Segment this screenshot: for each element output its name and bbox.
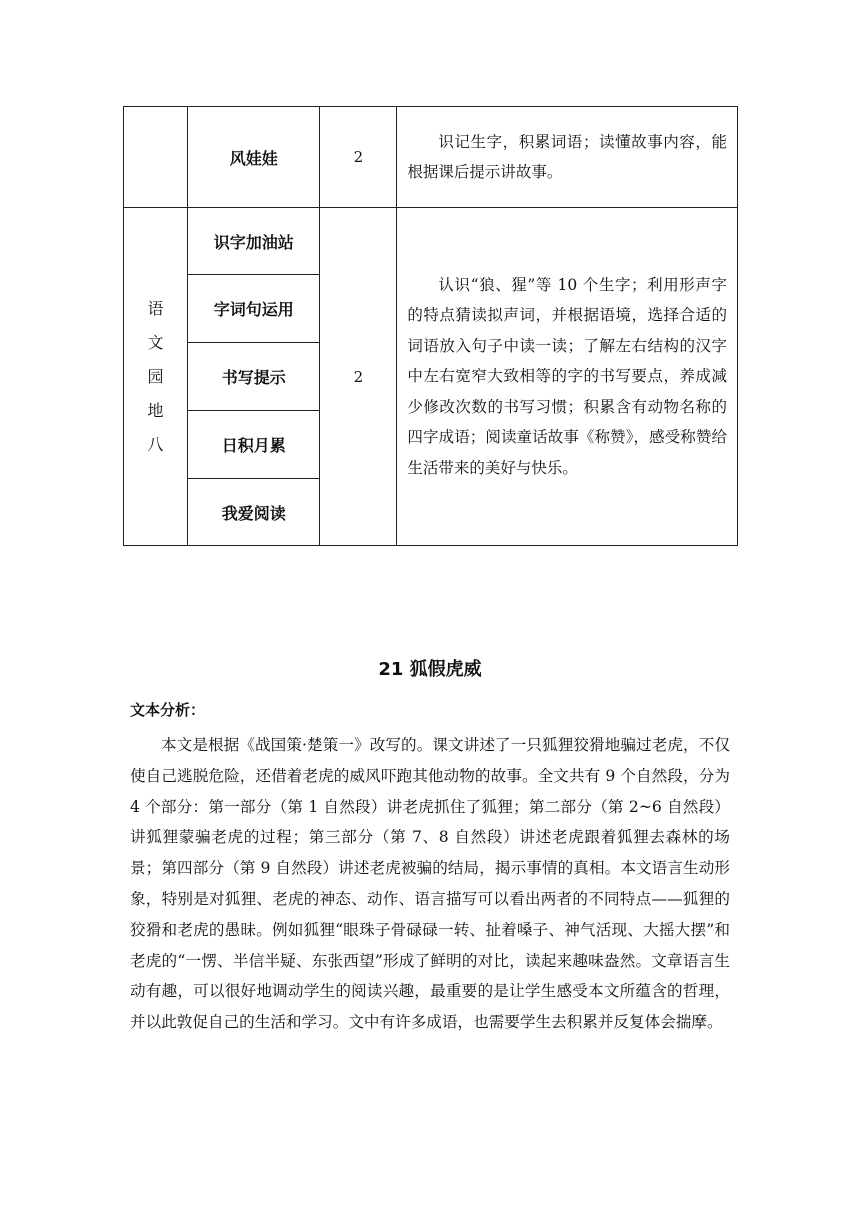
group-char: 园 [147, 366, 164, 386]
section-cell: 日积月累 [188, 411, 320, 479]
lesson-name-cell: 风娃娃 [188, 107, 320, 208]
goal-text: 认识“狼、猩”等 10 个生字；利用形声字的特点猜读拟声词，并根据语境，选择合适的词语放入句子中读一读；了解左右结构的汉字中左右宽窄大致相等的字的书写要点，养成减少修改次数的书写习惯；积累含有动物名称的四字成语；阅读童话故事《称赞》，感受称赞给生活带来的美好与快乐。 [407, 275, 727, 477]
group-cell-empty [124, 107, 188, 208]
goal-text: 识记生字，积累词语；读懂故事内容，能根据课后提示讲故事。 [407, 132, 727, 181]
section-cell: 我爱阅读 [188, 479, 320, 546]
table-row [124, 208, 738, 275]
hours-cell: 2 [320, 107, 397, 208]
group-char: 地 [147, 400, 164, 420]
group-char: 八 [147, 434, 164, 454]
goal-cell [397, 107, 738, 208]
group-char: 语 [147, 298, 164, 318]
section-cell: 书写提示 [188, 343, 320, 411]
section-cell: 字词句运用 [188, 275, 320, 343]
goal-cell [397, 208, 738, 546]
group-char: 文 [147, 332, 164, 352]
lesson-title: 21 狐假虎威 [378, 659, 482, 680]
analysis-label: 文本分析： [130, 701, 206, 719]
table-row [124, 107, 738, 208]
hours-cell: 2 [320, 208, 397, 546]
group-cell [124, 208, 188, 546]
section-cell: 识字加油站 [188, 208, 320, 275]
curriculum-table [123, 106, 738, 546]
analysis-paragraph: 本文是根据《战国策·楚策一》改写的。课文讲述了一只狐狸狡猾地骗过老虎，不仅使自己逃脱危险，还借着老虎的威风吓跑其他动物的故事。全文共有 9 个自然段，分为 4 个部分：第一部分（第 1 自然段）讲老虎抓住了狐狸；第二部分（第 2~6 自然段）讲狐狸蒙骗老虎的过程；第三部分（第 7、8 自然段）讲述老虎跟着狐狸去森林的场景；第四部分（第 9 自然段）讲述老虎被骗的结局，揭示事情的真相。本文语言生动形象，特别是对狐狸、老虎的神态、动作、语言描写可以看出两者的不同特点——狐狸的狡猾和老虎的愚昧。例如狐狸“眼珠子骨碌碌一转、扯着嗓子、神气活现、大摇大摆”和老虎的“一愣、半信半疑、东张西望”形成了鲜明的对比，读起来趣味盎然。文章语言生动有趣，可以很好地调动学生的阅读兴趣，最重要的是让学生感受本文所蕴含的哲理，并以此敦促自己的生活和学习。文中有许多成语，也需要学生去积累并反复体会揣摩。 [130, 736, 730, 1032]
